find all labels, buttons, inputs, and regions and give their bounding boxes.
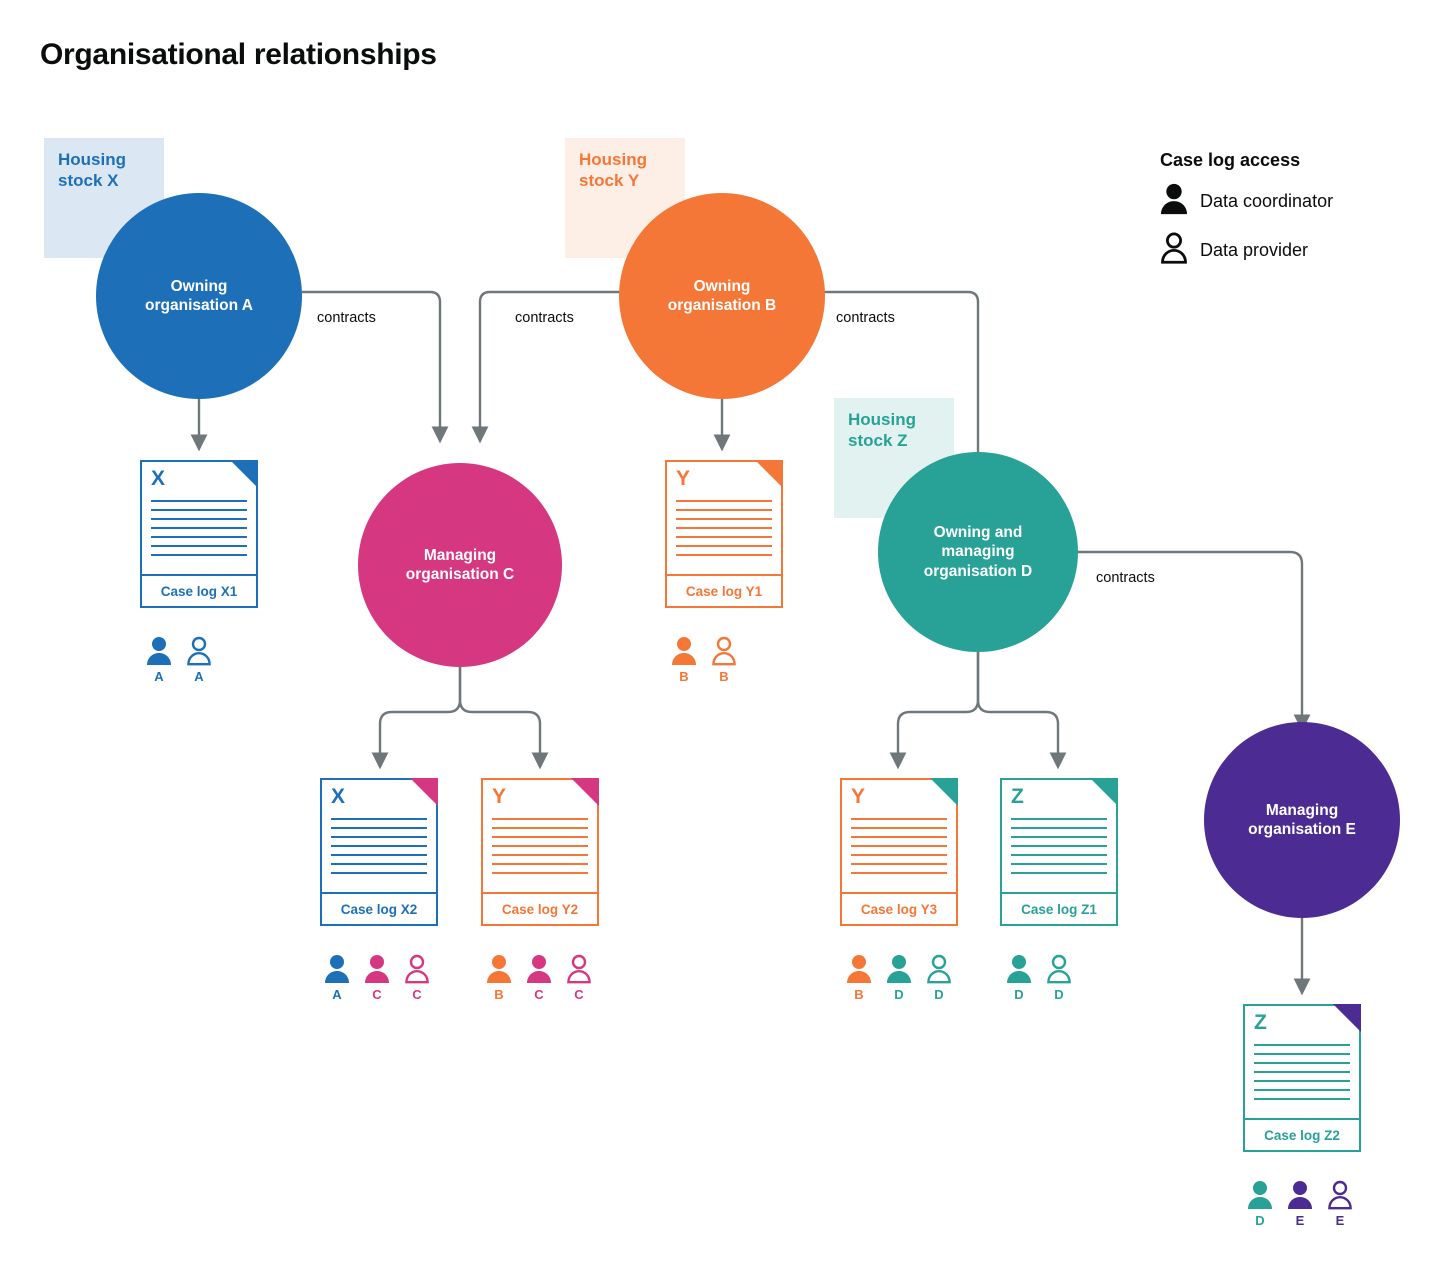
- owning-organisation-b-label: Owning organisation B: [667, 277, 777, 314]
- housing-stock-y: Housing stock Y: [565, 138, 685, 258]
- doc-text-lines: [151, 500, 247, 572]
- case-log-y1-letter: Y: [676, 467, 691, 490]
- access-label: A: [194, 669, 204, 684]
- access-label: B: [854, 987, 864, 1002]
- owning-organisation-a-label: Owning organisation A: [145, 277, 253, 314]
- case-log-y2-caption: Case log Y2: [483, 892, 597, 924]
- access-label: A: [154, 669, 164, 684]
- person-filled-icon: [1004, 954, 1034, 984]
- access-person: [402, 954, 432, 1002]
- person-filled-icon: [669, 636, 699, 666]
- access-person: [184, 636, 214, 684]
- person-filled-icon: [1160, 183, 1188, 220]
- edge-label-contracts-d-e: contracts: [1096, 570, 1155, 586]
- case-log-y3-access: [844, 954, 954, 1002]
- edge-label-contracts-b-d: contracts: [836, 310, 895, 326]
- case-log-y1-access: [669, 636, 739, 684]
- person-outline-icon: [564, 954, 594, 984]
- access-person: [1004, 954, 1034, 1002]
- person-outline-icon: [1325, 1180, 1355, 1210]
- doc-text-lines: [492, 818, 588, 890]
- case-log-y1-caption: Case log Y1: [667, 574, 781, 606]
- edge-label-contracts-b-c: contracts: [515, 310, 574, 326]
- doc-corner-fold: [755, 460, 783, 488]
- access-label: C: [372, 987, 382, 1002]
- access-label: E: [1335, 1213, 1345, 1228]
- owning-organisation-a[interactable]: [96, 193, 302, 399]
- access-person: [1325, 1180, 1355, 1228]
- managing-organisation-e-label: Managing organisation E: [1248, 801, 1356, 838]
- case-log-x1-letter: X: [151, 467, 166, 490]
- access-person: [484, 954, 514, 1002]
- owning-organisation-b[interactable]: [619, 193, 825, 399]
- case-log-y3[interactable]: [840, 778, 958, 926]
- access-person: [362, 954, 392, 1002]
- case-log-x1-caption: Case log X1: [142, 574, 256, 606]
- access-person: [1285, 1180, 1315, 1228]
- legend-item-data-provider: [1160, 232, 1333, 269]
- access-label: D: [894, 987, 904, 1002]
- person-filled-icon: [144, 636, 174, 666]
- doc-text-lines: [1254, 1044, 1350, 1116]
- doc-corner-fold: [930, 778, 958, 806]
- managing-organisation-c-label: Managing organisation C: [405, 546, 515, 583]
- person-filled-icon: [362, 954, 392, 984]
- access-label: A: [332, 987, 342, 1002]
- person-filled-icon: [484, 954, 514, 984]
- legend-title: Case log access: [1160, 150, 1301, 170]
- person-filled-icon: [322, 954, 352, 984]
- access-label: D: [934, 987, 944, 1002]
- access-label: B: [679, 669, 689, 684]
- doc-text-lines: [331, 818, 427, 890]
- legend-item-label: Data provider: [1200, 240, 1309, 260]
- access-label: D: [1255, 1213, 1265, 1228]
- person-outline-icon: [924, 954, 954, 984]
- case-log-x1[interactable]: [140, 460, 258, 608]
- doc-corner-fold: [1333, 1004, 1361, 1032]
- case-log-x2-letter: X: [331, 785, 346, 808]
- access-label: E: [1295, 1213, 1305, 1228]
- access-person: [322, 954, 352, 1002]
- case-log-x1-access: [144, 636, 214, 684]
- access-label: B: [719, 669, 729, 684]
- access-label: C: [412, 987, 422, 1002]
- access-person: [884, 954, 914, 1002]
- owning-and-managing-organisation-d[interactable]: [878, 452, 1078, 652]
- legend-item-data-coordinator: [1160, 183, 1333, 220]
- case-log-z2[interactable]: [1243, 1004, 1361, 1152]
- access-person: [564, 954, 594, 1002]
- access-label: D: [1014, 987, 1024, 1002]
- case-log-y3-letter: Y: [851, 785, 866, 808]
- housing-stock-x: Housing stock X: [44, 138, 164, 258]
- access-label: C: [574, 987, 584, 1002]
- case-log-z1-letter: Z: [1011, 785, 1024, 808]
- case-log-z2-caption: Case log Z2: [1245, 1118, 1359, 1150]
- case-log-z2-letter: Z: [1254, 1011, 1267, 1034]
- access-person: [1044, 954, 1074, 1002]
- legend-item-label: Data coordinator: [1200, 191, 1334, 211]
- case-log-z1-caption: Case log Z1: [1002, 892, 1116, 924]
- case-log-z1[interactable]: [1000, 778, 1118, 926]
- person-filled-icon: [524, 954, 554, 984]
- case-log-z2-access: [1245, 1180, 1355, 1228]
- case-log-x2-access: [322, 954, 432, 1002]
- access-person: [924, 954, 954, 1002]
- person-filled-icon: [844, 954, 874, 984]
- case-log-y2[interactable]: [481, 778, 599, 926]
- person-filled-icon: [1285, 1180, 1315, 1210]
- person-filled-icon: [1245, 1180, 1275, 1210]
- case-log-y2-letter: Y: [492, 785, 507, 808]
- doc-corner-fold: [1090, 778, 1118, 806]
- case-log-z1-access: [1004, 954, 1074, 1002]
- person-outline-icon: [1160, 232, 1188, 269]
- person-filled-icon: [884, 954, 914, 984]
- case-log-x2-caption: Case log X2: [322, 892, 436, 924]
- doc-text-lines: [676, 500, 772, 572]
- access-label: B: [494, 987, 504, 1002]
- case-log-y2-access: [484, 954, 594, 1002]
- access-person: [144, 636, 174, 684]
- owning-and-managing-organisation-d-label: Owning and managing organisation D: [923, 523, 1033, 580]
- doc-text-lines: [1011, 818, 1107, 890]
- access-label: D: [1054, 987, 1064, 1002]
- housing-stock-z: Housing stock Z: [834, 398, 954, 518]
- access-person: [669, 636, 699, 684]
- access-label: C: [534, 987, 544, 1002]
- managing-organisation-c[interactable]: [358, 463, 562, 667]
- doc-corner-fold: [410, 778, 438, 806]
- case-log-y1[interactable]: [665, 460, 783, 608]
- managing-organisation-e[interactable]: [1204, 722, 1400, 918]
- person-outline-icon: [184, 636, 214, 666]
- page-title: Organisational relationships: [40, 38, 437, 71]
- case-log-x2[interactable]: [320, 778, 438, 926]
- doc-text-lines: [851, 818, 947, 890]
- doc-corner-fold: [571, 778, 599, 806]
- person-outline-icon: [1044, 954, 1074, 984]
- legend: [1160, 150, 1333, 281]
- edge-label-contracts-a-c: contracts: [317, 310, 376, 326]
- person-outline-icon: [709, 636, 739, 666]
- doc-corner-fold: [230, 460, 258, 488]
- access-person: [1245, 1180, 1275, 1228]
- case-log-y3-caption: Case log Y3: [842, 892, 956, 924]
- person-outline-icon: [402, 954, 432, 984]
- access-person: [844, 954, 874, 1002]
- access-person: [709, 636, 739, 684]
- access-person: [524, 954, 554, 1002]
